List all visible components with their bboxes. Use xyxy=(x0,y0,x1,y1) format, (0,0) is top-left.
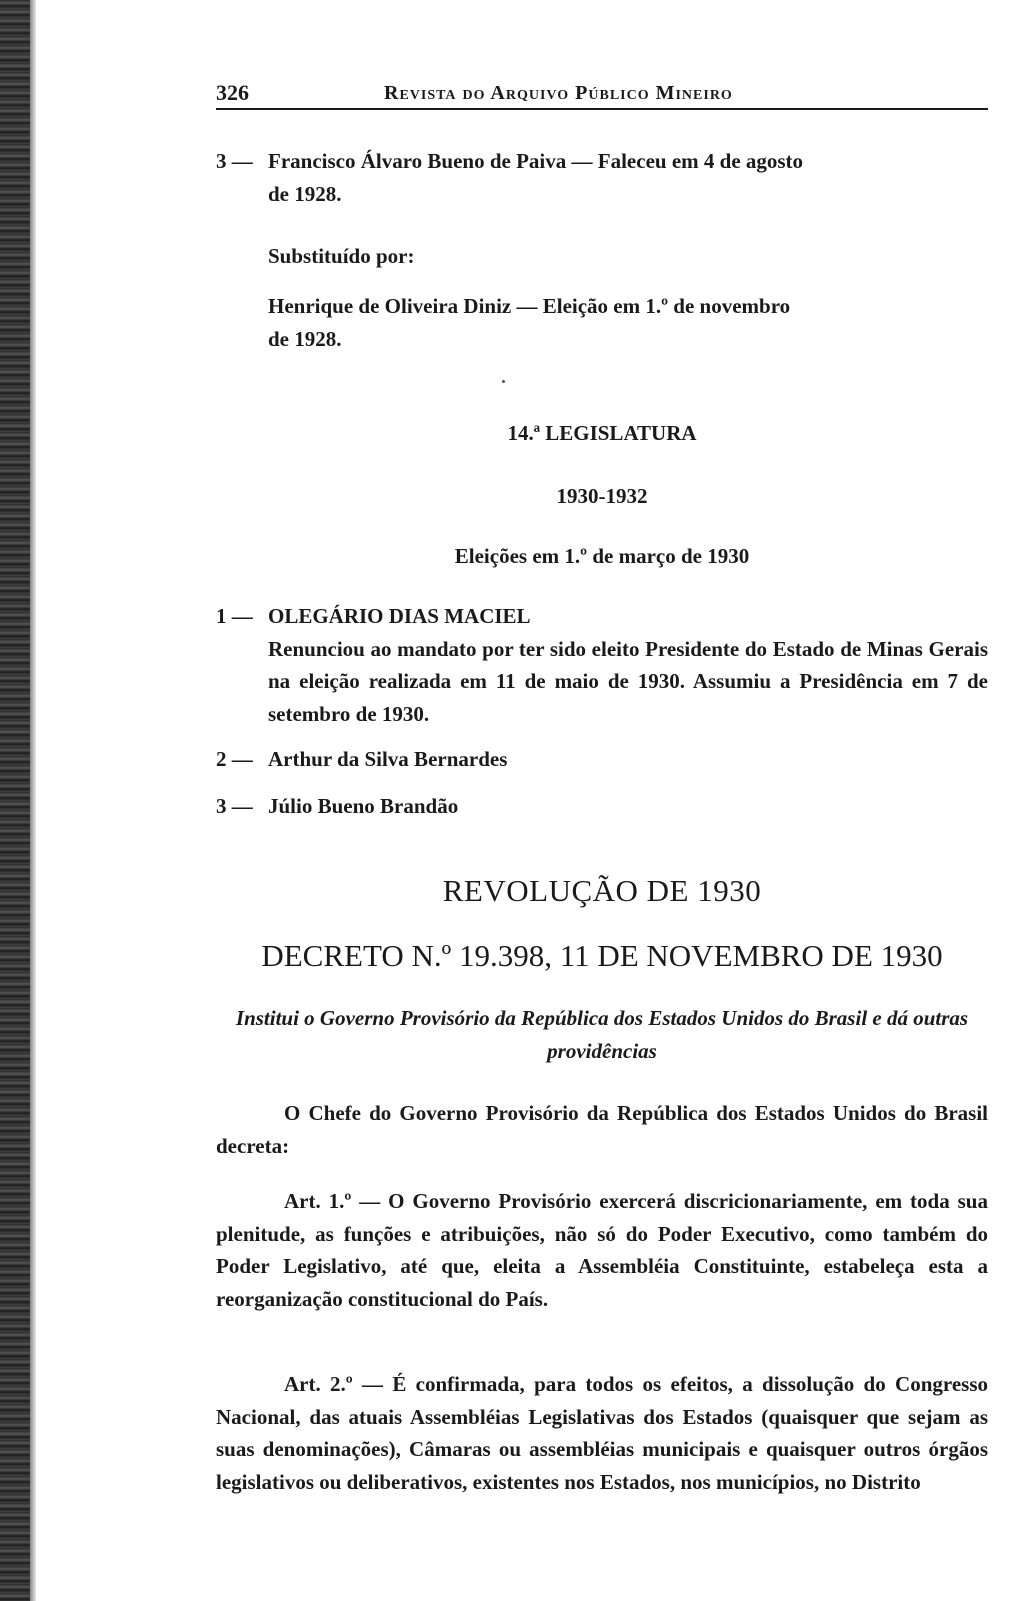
member-name: Arthur da Silva Bernardes xyxy=(268,747,508,771)
print-speck xyxy=(502,380,505,383)
revolution-heading: REVOLUÇÃO DE 1930 xyxy=(442,873,762,908)
legislature-years: 1930-1932 xyxy=(556,484,648,508)
member-number: 3 — xyxy=(216,794,253,818)
running-header xyxy=(216,80,988,110)
preamble: O Chefe do Governo Provisório da República dos Estados Unidos do Brasil decreta: xyxy=(216,1101,988,1158)
article-1: Art. 1.º — O Governo Provisório exercerá discricionariamente, em toda sua plenitude, as funções e atribuições, não só do Poder Executivo, como também do Poder Legislativo, até que, eleita a Assembléia Constituinte, estabeleça esta a reorganização constitucional do País. xyxy=(216,1189,988,1311)
entry-text: Henrique de Oliveira Diniz — Eleição em 1.º de novembro xyxy=(268,294,791,318)
substituted-label: Substituído por: xyxy=(268,244,415,268)
decree-heading: DECRETO N.º 19.398, 11 DE NOVEMBRO DE 1930 xyxy=(261,938,943,973)
member-number: 1 — xyxy=(216,604,253,628)
page-binding-edge xyxy=(0,0,30,1601)
entry-francisco xyxy=(216,145,988,210)
page-binding-shadow xyxy=(30,0,36,1601)
article-2: Art. 2.º — É confirmada, para todos os efeitos, a dissolução do Congresso Nacional, das atuais Assembléias Legislativas dos Estados (quaisquer que sejam as suas denominações), Câmaras ou assembléias municipais e quaisquer outros órgãos legislativos ou deliberativos, existentes nos Estados, nos municípios, no Distrito xyxy=(216,1372,988,1494)
member-name: OLEGÁRIO DIAS MACIEL xyxy=(268,604,531,628)
entry-number: 3 — xyxy=(216,149,253,173)
member-name: Júlio Bueno Brandão xyxy=(268,794,459,818)
member-3 xyxy=(216,790,988,823)
page-number: 326 xyxy=(216,80,249,105)
entry-text-continuation: de 1928. xyxy=(268,181,342,206)
decree-summary: Institui o Governo Provisório da República dos Estados Unidos do Brasil e dá outras providências xyxy=(235,1006,969,1063)
member-note: Renunciou ao mandato por ter sido eleito Presidente do Estado de Minas Gerais na eleição realizada em 11 de maio de 1930. Assumiu a Presidência em 7 de setembro de 1930. xyxy=(268,636,988,726)
member-1 xyxy=(216,600,988,730)
entry-text-continuation: de 1928. xyxy=(268,326,342,351)
entry-henrique xyxy=(216,290,988,355)
member-2 xyxy=(216,743,988,776)
legislature-title: 14.ª LEGISLATURA xyxy=(507,421,697,445)
member-number: 2 — xyxy=(216,747,253,771)
entry-text: Francisco Álvaro Bueno de Paiva — Faleceu em 4 de agosto xyxy=(268,149,804,173)
legislature-elections: Eleições em 1.º de março de 1930 xyxy=(454,544,750,568)
running-title: Revista do Arquivo Público Mineiro xyxy=(384,82,733,104)
